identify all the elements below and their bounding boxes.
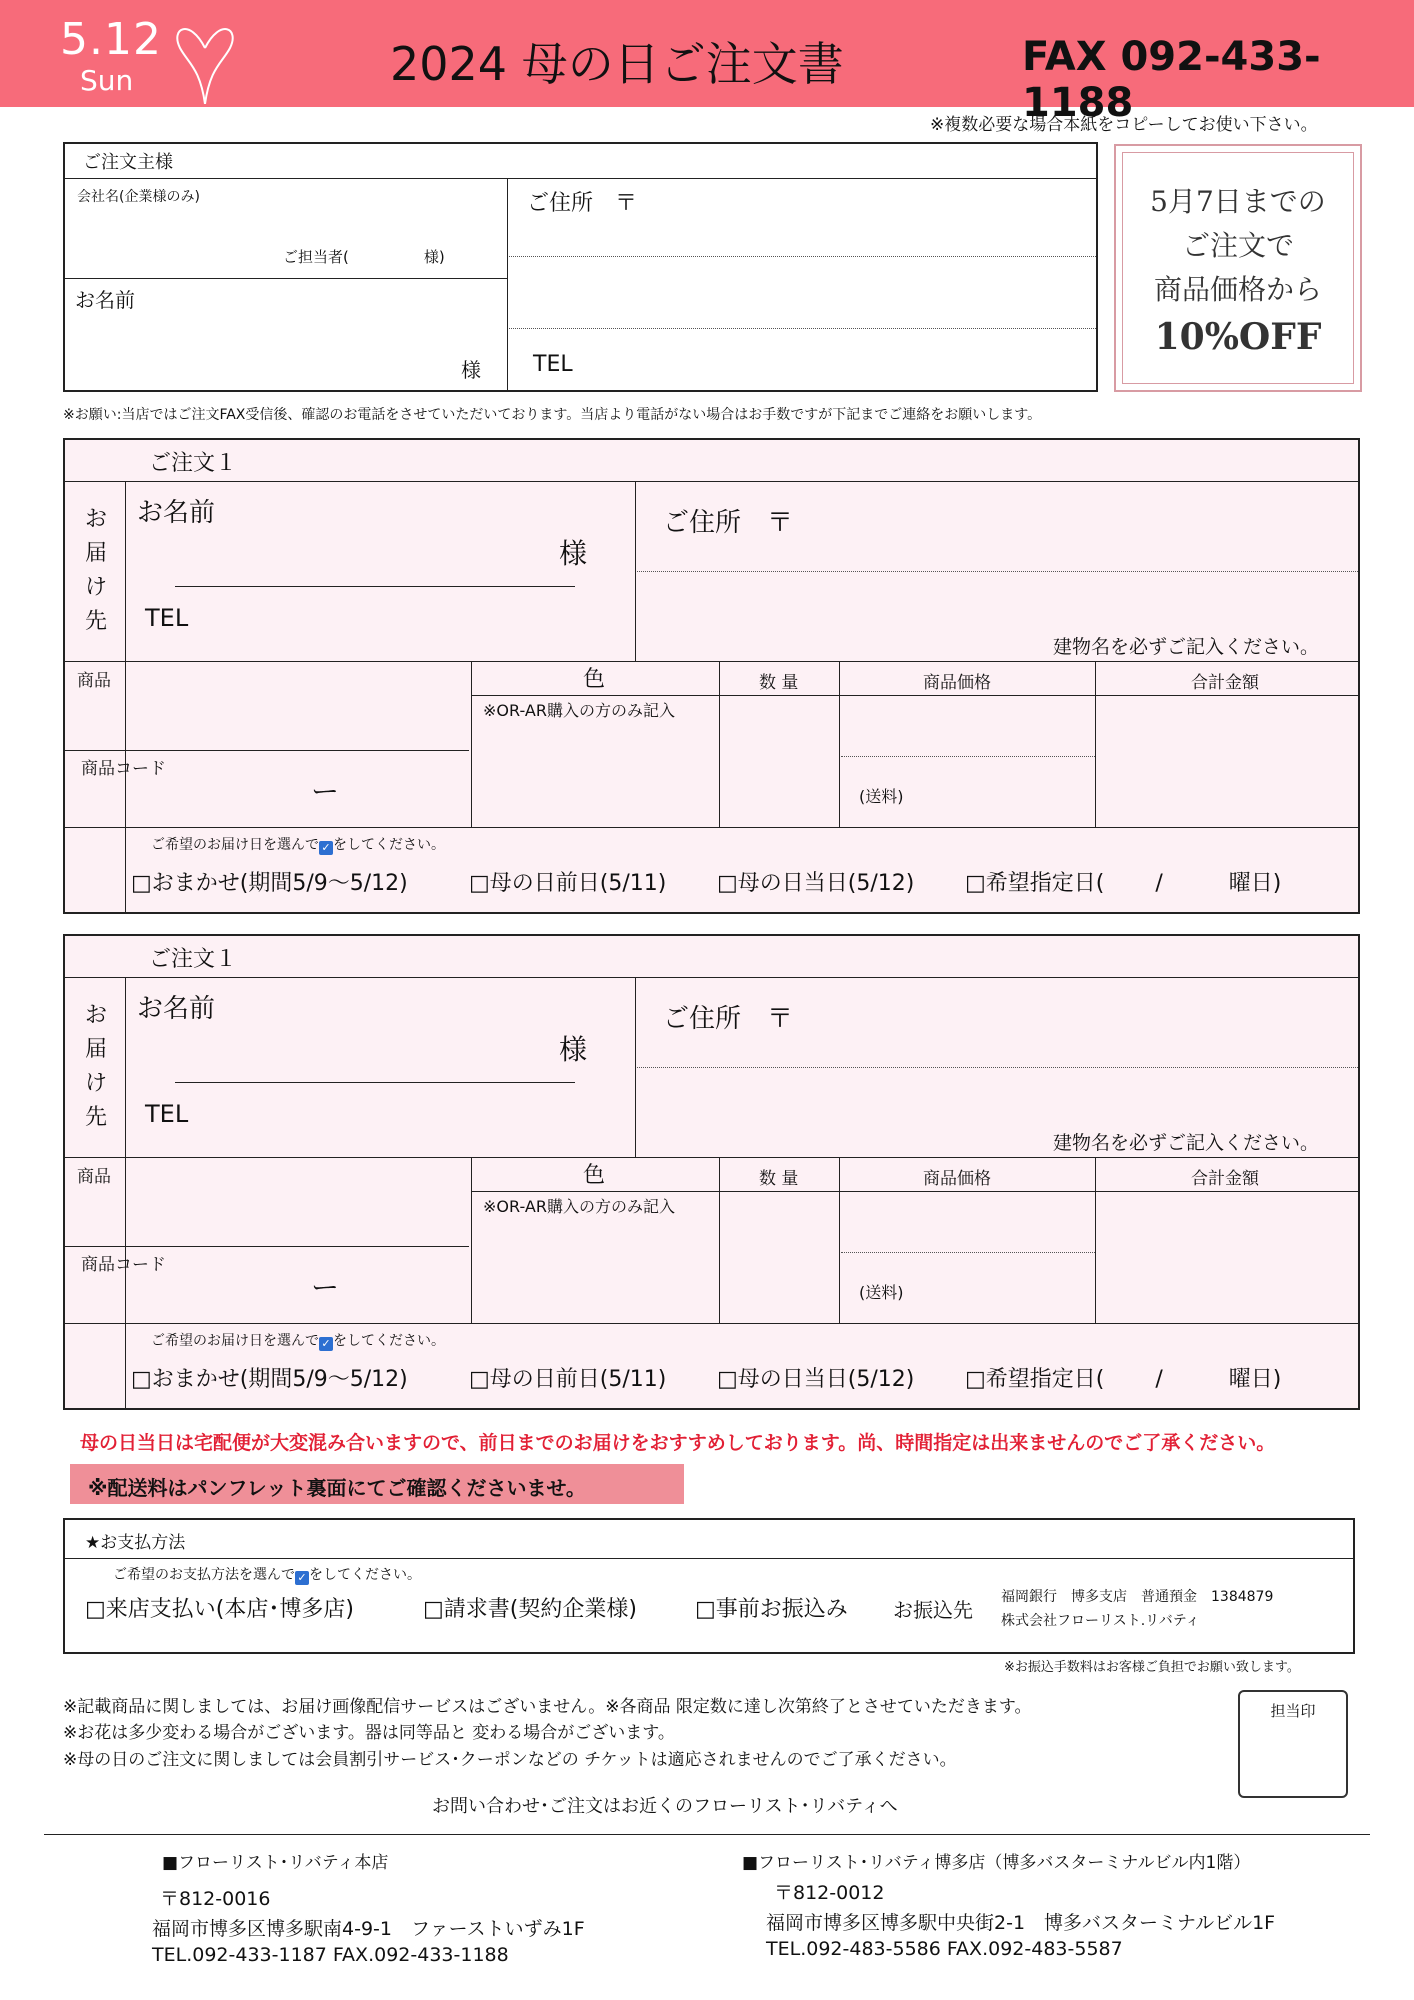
color-label: 色 [583, 667, 606, 692]
payment-option-transfer[interactable]: □事前お振込み [695, 1597, 848, 1622]
recipient-sama: 様 [559, 1033, 588, 1066]
promo-line2: ご注文で [1181, 229, 1294, 262]
orderer-section [63, 142, 1098, 392]
product-code-label: 商品コード [81, 759, 166, 779]
option-specified[interactable]: □希望指定日( / 曜日) [965, 1367, 1282, 1392]
store-main-zip: 〒812-0016 [160, 1888, 271, 1910]
heart-icon [170, 8, 240, 104]
store-hakata-tel: TEL.092-483-5586 FAX.092-483-5587 [766, 1938, 1123, 1960]
note-line: ※記載商品に関しましては、お届け画像配信サービスはございません。※各商品 限定数に達し次第終了とさせていただきます。 [63, 1697, 1032, 1717]
deliver-char: 届 [85, 541, 108, 566]
request-note: ※お願い:当店ではご注文FAX受信後、確認のお電話をさせていただいております。当店より電話がない場合はお手数ですが下記までご連絡をお願いします。 [63, 407, 1042, 423]
product-label: 商品 [77, 1167, 111, 1187]
option-day[interactable]: □母の日当日(5/12) [717, 871, 915, 896]
shipping-banner: ※配送料はパンフレット裏面にてご確認くださいませ。 [88, 1476, 586, 1500]
inquiry-text: お問い合わせ･ご注文はお近くのフローリスト･リバティへ [432, 1796, 898, 1817]
fee-note: ※お振込手数料はお客様ご負担でお願い致します。 [1004, 1660, 1300, 1675]
quantity-label: 数 量 [759, 673, 799, 693]
store-main-name: ■フローリスト･リバティ本店 [162, 1853, 389, 1873]
bank-info: 福岡銀行 博多支店 普通預金 1384879 [1001, 1589, 1274, 1605]
copy-note: ※複数必要な場合本紙をコピーしてお使い下さい。 [930, 115, 1318, 135]
orderer-tel-label: TEL [533, 352, 573, 377]
transfer-label: お振込先 [893, 1598, 973, 1622]
store-main-tel: TEL.092-433-1187 FAX.092-433-1188 [152, 1944, 509, 1966]
product-code-dash: ー [311, 1271, 340, 1304]
building-note: 建物名を必ずご記入ください。 [1053, 636, 1320, 658]
deliver-char: け [85, 1071, 108, 1096]
recipient-sama: 様 [559, 537, 588, 570]
store-hakata-address: 福岡市博多区博多駅中央街2-1 博多バスターミナルビル1F [766, 1912, 1276, 1934]
staff-stamp-box [1238, 1690, 1348, 1798]
recipient-address-label: ご住所 〒 [663, 1004, 794, 1034]
store-hakata-name: ■フローリスト･リバティ博多店（博多バスターミナルビル内1階） [742, 1853, 1251, 1873]
price-label: 商品価格 [923, 673, 991, 693]
deliver-char: お [85, 507, 108, 532]
quantity-label: 数 量 [759, 1169, 799, 1189]
shipping-label: (送料) [859, 1283, 904, 1302]
option-specified[interactable]: □希望指定日( / 曜日) [965, 871, 1282, 896]
checkbox-icon: ✓ [319, 841, 333, 855]
orderer-address-label: ご住所 〒 [527, 191, 638, 216]
payment-note: ご希望のお支払方法を選んで ✓ をしてください。 [113, 1567, 421, 1584]
order-title: ご注文１ [149, 451, 238, 476]
orderer-name-label: お名前 [75, 288, 135, 312]
product-code-label: 商品コード [81, 1255, 166, 1275]
note-line: ※お花は多少変わる場合がございます。器は同等品と 変わる場合がございます。 [63, 1723, 675, 1743]
order-title: ご注文１ [149, 947, 238, 972]
orderer-sama: 様 [461, 358, 481, 382]
deliver-char: 届 [85, 1037, 108, 1062]
option-eve[interactable]: □母の日前日(5/11) [469, 1367, 667, 1392]
company-label: 会社名(企業様のみ) [77, 189, 200, 205]
orderer-heading: ご注文主様 [83, 152, 173, 173]
deliver-char: け [85, 575, 108, 600]
deliver-char: 先 [85, 609, 108, 634]
delivery-date-note: ご希望のお届け日を選んで ✓ をしてください。 [151, 1333, 445, 1350]
delivery-date-note: ご希望のお届け日を選んで ✓ をしてください。 [151, 837, 445, 854]
total-label: 合計金額 [1191, 1169, 1259, 1189]
note-line: ※母の日のご注文に関しましては会員割引サービス･クーポンなどの チケットは適応されませんのでご了承ください。 [63, 1750, 957, 1770]
color-note: ※OR-AR購入の方のみ記入 [483, 701, 675, 720]
option-omakase[interactable]: □おまかせ(期間5/9～5/12) [131, 871, 408, 896]
option-omakase[interactable]: □おまかせ(期間5/9～5/12) [131, 1367, 408, 1392]
total-label: 合計金額 [1191, 673, 1259, 693]
checkbox-icon: ✓ [295, 1571, 309, 1585]
promo-line1: 5月7日までの [1150, 185, 1326, 218]
color-label: 色 [583, 1163, 606, 1188]
recipient-name-label: お名前 [137, 498, 216, 528]
header-day: Sun [80, 64, 134, 97]
payment-option-invoice[interactable]: □請求書(契約企業様) [423, 1597, 637, 1622]
payment-option-store[interactable]: □来店支払い(本店･博多店) [85, 1597, 354, 1622]
stamp-label: 担当印 [1270, 1702, 1316, 1720]
store-hakata-zip: 〒812-0012 [774, 1882, 885, 1904]
promo-line3: 商品価格から [1153, 273, 1322, 306]
page-title: 2024 母の日ご注文書 [390, 37, 844, 91]
product-label: 商品 [77, 671, 111, 691]
order-section-1 [63, 438, 1360, 914]
order-section-2 [63, 934, 1360, 1410]
fax-number: FAX 092-433-1188 [1022, 34, 1321, 126]
discount-promo [1114, 144, 1362, 392]
bank-account-name: 株式会社フローリスト.リバティ [1001, 1613, 1200, 1629]
deliver-char: 先 [85, 1105, 108, 1130]
option-eve[interactable]: □母の日前日(5/11) [469, 871, 667, 896]
deliver-char: お [85, 1003, 108, 1028]
recipient-name-label: お名前 [137, 994, 216, 1024]
color-note: ※OR-AR購入の方のみ記入 [483, 1197, 675, 1216]
checkbox-icon: ✓ [319, 1337, 333, 1351]
payment-section [63, 1518, 1355, 1654]
promo-discount: 10%OFF [1154, 316, 1322, 358]
payment-heading: ★お支払方法 [85, 1533, 186, 1553]
recipient-address-label: ご住所 〒 [663, 508, 794, 538]
recipient-tel-label: TEL [145, 1100, 189, 1128]
shipping-label: (送料) [859, 787, 904, 806]
product-code-dash: ー [311, 775, 340, 808]
recipient-tel-label: TEL [145, 604, 189, 632]
price-label: 商品価格 [923, 1169, 991, 1189]
header-date: 5.12 [60, 14, 162, 65]
delivery-warning: 母の日当日は宅配便が大変混み合いますので、前日までのお届けをおすすめしております。尚、時間指定は出来ませんのでご了承ください。 [80, 1432, 1276, 1454]
store-main-address: 福岡市博多区博多駅南4-9-1 ファーストいずみ1F [152, 1918, 585, 1940]
building-note: 建物名を必ずご記入ください。 [1053, 1132, 1320, 1154]
contact-label: ご担当者( 様) [283, 248, 445, 266]
option-day[interactable]: □母の日当日(5/12) [717, 1367, 915, 1392]
